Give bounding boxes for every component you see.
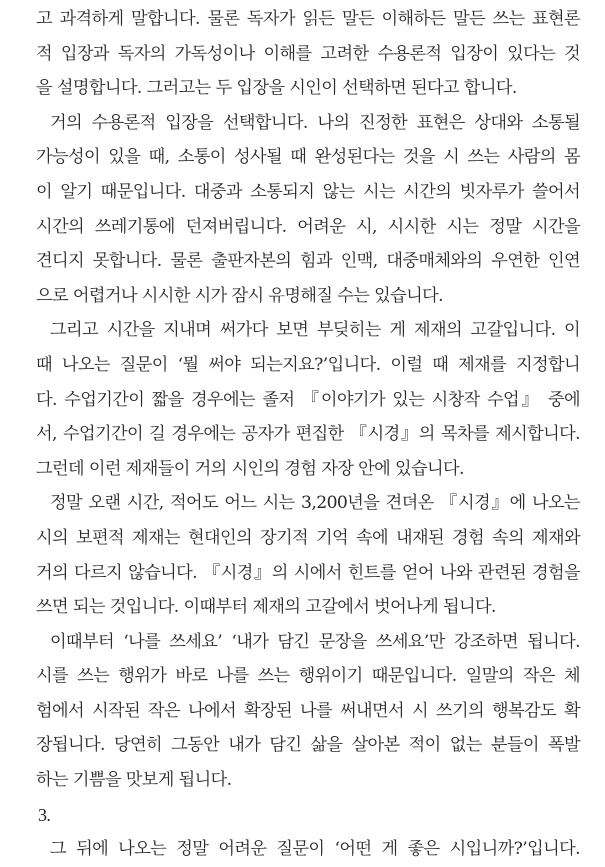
book-page [36, 2, 580, 867]
paragraph [36, 106, 580, 314]
text-line: 장됩니다. 당연히 그동안 내가 담긴 삶을 살아본 적이 없는 분들이 폭발 [36, 735, 580, 756]
text-line: 정말 오랜 시간, 적어도 어느 시는 3,200년을 견뎌온 『시경』에 나오는 [50, 493, 580, 514]
text-line: 거의 다르지 않습니다. 『시경』의 시에서 힌트를 얻어 나와 관련된 경험을 [36, 562, 580, 583]
text-line: 을 설명합니다. 그러고는 두 입장을 시인이 선택하면 된다고 합니다. [36, 78, 517, 99]
paragraph [36, 486, 580, 624]
text-line: 이 알기 때문입니다. 대중과 소통되지 않는 시는 시간의 빗자루가 쓸어서 [36, 181, 580, 202]
text-line: 험에서 시작된 작은 나에서 확장된 나를 써내면서 시 쓰기의 행복감도 확 [36, 700, 580, 721]
text-line: 그리고 시간을 지내며 써가다 보면 부딪히는 게 제재의 고갈입니다. 이 [50, 320, 580, 341]
text-line: 견디지 못합니다. 물론 출판자본의 힘과 인맥, 대중매체와의 우연한 인연 [36, 251, 580, 272]
text-line: 가능성이 있을 때, 소통이 성사될 때 완성된다는 것을 시 쓰는 사람의 몸 [36, 147, 580, 168]
text-line: 그런데 이런 제재들이 거의 시인의 경험 자장 안에 있습니다. [36, 458, 464, 479]
text-line: 쓰면 되는 것입니다. 이때부터 제재의 고갈에서 벗어나게 됩니다. [36, 597, 496, 618]
text-line: 그 뒤에 나오는 정말 어려운 질문이 ‘어떤 게 좋은 시입니까?’입니다. [50, 839, 580, 860]
paragraph [36, 625, 580, 798]
text-line: 적 입장과 독자의 가독성이나 이해를 고려한 수용론적 입장이 있다는 것 [36, 43, 580, 64]
paragraph [36, 313, 580, 486]
text-line: 서, 수업기간이 길 경우에는 공자가 편집한 『시경』의 목차를 제시합니다. [36, 424, 580, 445]
text-line: 이때부터 ‘나를 쓰세요’ ‘내가 담긴 문장을 쓰세요’만 강조하면 됩니다. [50, 631, 580, 652]
text-line: 다. 수업기간이 짧을 경우에는 졸저 『이야기가 있는 시창작 수업』 중에 [36, 389, 580, 410]
section-heading: 3. [38, 804, 51, 825]
text-line: 거의 수용론적 입장을 선택합니다. 나의 진정한 표현은 상대와 소통될 [50, 112, 580, 133]
text-line: 시간의 쓰레기통에 던져버립니다. 어려운 시, 시시한 시는 정말 시간을 [36, 216, 580, 237]
text-line: 시의 보편적 제재는 현대인의 장기적 기억 속에 내재된 경험 속의 제재와 [36, 527, 580, 548]
text-line: 시를 쓰는 행위가 바로 나를 쓰는 행위이기 때문입니다. 일말의 작은 체 [36, 666, 580, 687]
text-line: 고 과격하게 말합니다. 물론 독자가 읽든 말든 이해하든 말든 쓰는 표현론 [36, 9, 580, 29]
text-line: 때 나오는 질문이 ‘뭘 써야 되는지요?’입니다. 이럴 때 제재를 지정합니 [36, 354, 580, 375]
paragraph [36, 832, 580, 867]
text-line: 하는 기쁨을 맛보게 됩니다. [36, 770, 232, 791]
text-line: 으로 어렵거나 시시한 시가 잠시 유명해질 수는 있습니다. [36, 285, 443, 306]
paragraph [36, 2, 580, 106]
